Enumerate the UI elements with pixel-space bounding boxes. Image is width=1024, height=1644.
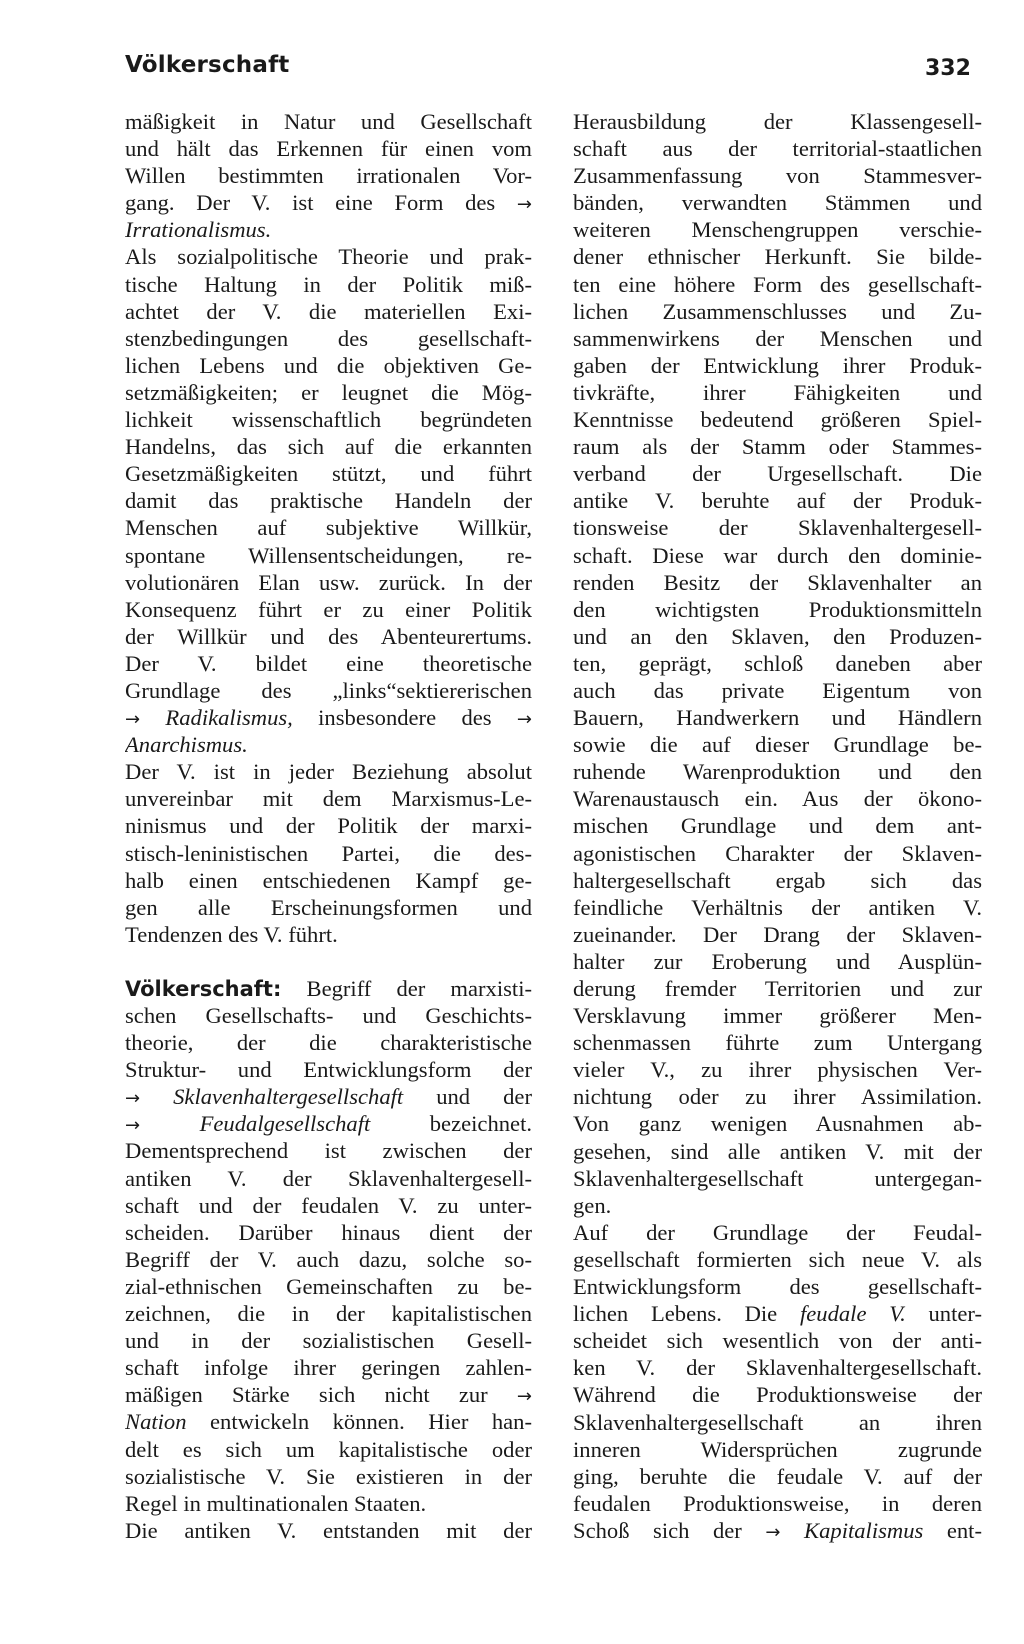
text-line xyxy=(573,1029,982,1056)
text-line xyxy=(125,785,532,812)
text-segment: Herausbildung der Klassengesell- xyxy=(573,109,982,134)
text-segment: delt es sich um kapitalistische oder xyxy=(125,1436,532,1462)
text-segment: haltergesellschaft ergab sich das xyxy=(573,867,982,893)
arrow-icon: → xyxy=(125,709,141,731)
text-segment: derung fremder Territorien und zur xyxy=(573,976,982,1001)
text-segment: Auf der Grundlage der Feudal- xyxy=(573,1219,982,1245)
text-line xyxy=(125,1165,532,1192)
text-line xyxy=(125,840,532,867)
text-line xyxy=(125,1083,532,1110)
text-segment: und der xyxy=(403,1084,532,1110)
text-line xyxy=(125,542,532,569)
text-segment: insbesondere des xyxy=(292,705,517,731)
text-segment: mäßigen Stärke sich nicht zur xyxy=(125,1382,517,1408)
text-segment: feudalen Produktionsweise, in deren xyxy=(573,1490,982,1516)
text-segment: zeichnen, die in der kapitalistischen xyxy=(125,1301,532,1327)
text-line xyxy=(573,189,982,216)
cross-reference: Feudalgesellschaft xyxy=(199,1111,371,1137)
running-head: Völkerschaft xyxy=(125,52,290,78)
arrow-icon: → xyxy=(125,1088,141,1110)
text-segment: Bauern, Handwerkern und Händlern xyxy=(573,705,982,731)
text-segment: Kenntnisse bedeutend größeren Spiel- xyxy=(573,407,982,433)
text-segment: gesehen, sind alle antiken V. mit der xyxy=(573,1138,982,1164)
text-segment: schenmassen führte zum Untergang xyxy=(573,1030,982,1056)
text-line xyxy=(125,677,532,704)
text-segment: Entwicklungsform des gesellschaft- xyxy=(573,1274,982,1300)
text-segment: bänden, verwandten Stämmen und xyxy=(573,190,982,216)
text-line xyxy=(125,433,532,460)
text-segment: lichkeit wissenschaftlich begründeten xyxy=(125,407,532,433)
text-segment: sowie die auf dieser Grundlage be- xyxy=(573,732,982,758)
text-line xyxy=(125,162,532,189)
text-segment: schaft infolge ihrer geringen zahlen- xyxy=(125,1355,532,1381)
text-line xyxy=(125,1273,532,1300)
text-line xyxy=(573,1246,982,1273)
text-line xyxy=(573,1354,982,1381)
text-line xyxy=(573,1083,982,1110)
text-line xyxy=(573,406,982,433)
text-line xyxy=(573,1138,982,1165)
text-segment: Handelns, das sich auf die erkannten xyxy=(125,434,532,460)
text-segment: Dementsprechend ist zwischen der xyxy=(125,1138,532,1164)
text-segment: schaft aus der territorial-staatlichen xyxy=(573,136,982,162)
text-segment: und an den Sklaven, den Produzen- xyxy=(573,623,982,649)
text-line xyxy=(125,1002,532,1029)
arrow-icon: → xyxy=(516,709,532,731)
text-line xyxy=(125,758,532,785)
text-line xyxy=(125,1408,532,1435)
text-line xyxy=(573,298,982,325)
text-segment: Sklavenhaltergesellschaft untergegan- xyxy=(573,1165,982,1191)
text-segment: feindliche Verhältnis der antiken V. xyxy=(573,894,982,920)
text-line xyxy=(573,812,982,839)
text-segment: setzmäßigkeiten; er leugnet die Mög- xyxy=(125,379,532,405)
text-line xyxy=(125,1354,532,1381)
arrow-icon: → xyxy=(516,194,532,216)
text-segment: Als sozialpolitische Theorie und prak- xyxy=(125,244,532,270)
text-line xyxy=(125,1463,532,1490)
text-segment: renden Besitz der Sklavenhalter an xyxy=(573,569,982,595)
text-segment: den wichtigsten Produktionsmitteln xyxy=(573,596,982,622)
text-line xyxy=(125,731,532,758)
text-line xyxy=(125,514,532,541)
text-line xyxy=(573,1273,982,1300)
text-segment: schen Gesellschafts- und Geschichts- xyxy=(125,1003,532,1028)
text-line xyxy=(125,1381,532,1408)
text-line xyxy=(125,894,532,921)
text-line xyxy=(573,921,982,948)
text-segment: lichen Zusammenschlusses und Zu- xyxy=(573,298,982,324)
text-line xyxy=(125,704,532,731)
text-segment: ninismus und der Politik der marxi- xyxy=(125,813,532,839)
cross-reference: feudale V. xyxy=(799,1301,906,1327)
text-line xyxy=(125,189,532,216)
text-segment: Der V. bildet eine theoretische xyxy=(125,650,532,676)
text-segment: mäßigkeit in Natur und Gesellschaft xyxy=(125,109,532,134)
text-line xyxy=(125,1110,532,1137)
text-line xyxy=(573,352,982,379)
text-line xyxy=(573,487,982,514)
text-segment: tionsweise der Sklavenhaltergesell- xyxy=(573,515,982,541)
arrow-icon: → xyxy=(765,1521,781,1543)
cross-reference: Sklavenhaltergesellschaft xyxy=(173,1084,404,1110)
text-segment: raum als der Stamm oder Stammes- xyxy=(573,434,982,460)
text-line xyxy=(573,1192,982,1219)
text-segment: zial-ethnischen Gemeinschaften zu be- xyxy=(125,1273,532,1299)
text-line xyxy=(125,1327,532,1354)
text-segment xyxy=(140,1111,200,1136)
text-segment: Willen bestimmten irrationalen Vor- xyxy=(125,163,532,189)
text-line xyxy=(125,325,532,352)
text-segment: ent- xyxy=(923,1517,982,1543)
text-segment: Begriff der marxisti- xyxy=(281,975,532,1001)
text-line xyxy=(125,271,532,298)
text-segment: und hält das Erkennen für einen vom xyxy=(125,136,532,162)
text-segment: Der V. ist in jeder Beziehung absolut xyxy=(125,759,532,785)
text-segment: inneren Widersprüchen zugrunde xyxy=(573,1436,982,1462)
text-line xyxy=(573,1463,982,1490)
text-segment: schaft und der feudalen V. zu unter- xyxy=(125,1192,532,1218)
text-line xyxy=(573,1300,982,1327)
text-segment: antiken V. der Sklavenhaltergesell- xyxy=(125,1165,532,1191)
text-segment: gaben der Entwicklung ihrer Produk- xyxy=(573,352,982,378)
text-line xyxy=(125,379,532,406)
text-line xyxy=(573,569,982,596)
text-line xyxy=(573,596,982,623)
text-line xyxy=(573,271,982,298)
right-column xyxy=(573,108,982,1544)
text-line xyxy=(573,135,982,162)
text-line xyxy=(125,1192,532,1219)
entry-headword: Völkerschaft: xyxy=(125,976,282,1001)
text-line xyxy=(573,894,982,921)
text-line xyxy=(125,569,532,596)
text-line xyxy=(125,1300,532,1327)
text-segment: Zusammenfassung von Stammesver- xyxy=(573,163,982,189)
arrow-icon: → xyxy=(125,1115,141,1137)
text-line xyxy=(125,1436,532,1463)
arrow-icon: → xyxy=(516,1386,532,1408)
text-segment: und in der sozialistischen Gesell- xyxy=(125,1328,532,1354)
text-segment: stisch-leninistischen Partei, die des- xyxy=(125,840,532,866)
text-line xyxy=(125,975,532,1002)
text-segment: halter zur Eroberung und Ausplün- xyxy=(573,948,982,974)
text-line xyxy=(573,677,982,704)
text-segment: mischen Grundlage und dem ant- xyxy=(573,813,982,839)
text-segment: lichen Lebens. Die xyxy=(573,1301,800,1327)
text-line xyxy=(573,1056,982,1083)
text-segment: weiteren Menschengruppen verschie- xyxy=(573,217,982,243)
text-line xyxy=(573,1490,982,1517)
text-segment: gen. xyxy=(573,1192,612,1218)
text-segment: Schoß sich der xyxy=(573,1517,766,1543)
text-line xyxy=(573,1002,982,1029)
text-line xyxy=(125,406,532,433)
text-segment: volutionären Elan usw. zurück. In der xyxy=(125,569,532,595)
text-line xyxy=(125,596,532,623)
text-segment: unvereinbar mit dem Marxismus-Le- xyxy=(125,786,532,812)
text-line xyxy=(573,948,982,975)
text-line xyxy=(125,1056,532,1083)
text-line xyxy=(125,487,532,514)
text-segment: tische Haltung in der Politik miß- xyxy=(125,271,532,297)
text-line xyxy=(573,1165,982,1192)
text-line xyxy=(125,921,532,948)
text-segment: Gesetzmäßigkeiten stützt, und führt xyxy=(125,461,532,487)
text-line xyxy=(573,704,982,731)
text-segment: Von ganz wenigen Ausnahmen ab- xyxy=(573,1111,982,1137)
text-segment: Konsequenz führt er zu einer Politik xyxy=(125,596,532,622)
text-line xyxy=(573,108,982,135)
text-line xyxy=(125,1029,532,1056)
text-line xyxy=(125,108,532,135)
text-segment: vieler V., zu ihrer physischen Ver- xyxy=(573,1057,982,1083)
text-line xyxy=(573,243,982,270)
text-segment: tivkräfte, ihrer Fähigkeiten und xyxy=(573,379,982,405)
text-line xyxy=(573,758,982,785)
text-segment: sammenwirkens der Menschen und xyxy=(573,325,982,351)
text-segment: ruhende Warenproduktion und den xyxy=(573,759,982,785)
text-segment: agonistischen Charakter der Sklaven- xyxy=(573,840,982,866)
left-column xyxy=(125,108,532,1544)
text-segment: ging, beruhte die feudale V. auf der xyxy=(573,1463,982,1489)
text-segment xyxy=(140,705,165,730)
text-segment: Grundlage des „links“sektiererischen xyxy=(125,677,532,703)
text-line xyxy=(125,623,532,650)
text-segment: scheiden. Darüber hinaus dient der xyxy=(125,1219,532,1245)
text-segment: Versklavung immer größerer Men- xyxy=(573,1003,982,1029)
text-line xyxy=(573,162,982,189)
text-segment: Tendenzen des V. führt. xyxy=(125,921,338,947)
text-segment xyxy=(140,1084,173,1109)
text-segment: achtet der V. die materiellen Exi- xyxy=(125,298,532,324)
page-number: 332 xyxy=(925,56,971,81)
text-line xyxy=(125,135,532,162)
text-segment: Die antiken V. entstanden mit der xyxy=(125,1517,532,1543)
text-line xyxy=(125,867,532,894)
text-segment: spontane Willensentscheidungen, re- xyxy=(125,542,532,568)
text-segment: unter- xyxy=(905,1301,982,1327)
text-line xyxy=(573,1409,982,1436)
text-segment: ten, geprägt, schloß daneben aber xyxy=(573,650,982,676)
text-segment: zueinander. Der Drang der Sklaven- xyxy=(573,921,982,947)
text-segment: Während die Produktionsweise der xyxy=(573,1382,982,1408)
text-segment: sozialistische V. Sie existieren in der xyxy=(125,1463,532,1489)
text-segment: bezeichnet. xyxy=(370,1111,532,1137)
text-segment: nichtung oder zu ihrer Assimilation. xyxy=(573,1084,982,1110)
text-line xyxy=(573,379,982,406)
text-line xyxy=(573,1110,982,1137)
text-segment: stenzbedingungen des gesellschaft- xyxy=(125,325,532,351)
text-segment xyxy=(780,1518,804,1543)
text-line xyxy=(125,650,532,677)
text-segment: scheidet sich wesentlich von der anti- xyxy=(573,1328,982,1354)
cross-reference: Irrationalismus. xyxy=(125,217,272,243)
text-line xyxy=(573,975,982,1002)
paragraph-gap xyxy=(125,948,532,975)
text-segment: entwickeln können. Hier han- xyxy=(186,1409,532,1435)
text-segment: gang. Der V. ist eine Form des xyxy=(125,190,517,216)
text-segment: Sklavenhaltergesellschaft an ihren xyxy=(573,1409,982,1435)
text-line xyxy=(125,812,532,839)
text-line xyxy=(125,1219,532,1246)
text-line xyxy=(573,1219,982,1246)
text-segment: Begriff der V. auch dazu, solche so- xyxy=(125,1246,532,1272)
text-segment: der Willkür und des Abenteurertums. xyxy=(125,623,532,649)
text-line xyxy=(125,1490,532,1517)
text-line xyxy=(125,298,532,325)
text-segment: Menschen auf subjektive Willkür, xyxy=(125,515,532,541)
text-line xyxy=(573,1381,982,1408)
text-segment: gen alle Erscheinungsformen und xyxy=(125,894,532,920)
cross-reference: Nation xyxy=(125,1409,187,1435)
text-line xyxy=(125,1137,532,1164)
text-segment: dener ethnischer Herkunft. Sie bilde- xyxy=(573,244,982,270)
text-line xyxy=(125,460,532,487)
text-line xyxy=(573,542,982,569)
text-segment: auch das private Eigentum von xyxy=(573,677,982,703)
text-line xyxy=(573,216,982,243)
text-line xyxy=(573,867,982,894)
text-line xyxy=(125,243,532,270)
text-line xyxy=(125,1517,532,1544)
text-segment: Regel in multinationalen Staaten. xyxy=(125,1490,427,1516)
text-segment: Warenaustausch ein. Aus der ökono- xyxy=(573,786,982,812)
text-line xyxy=(125,352,532,379)
text-segment: ten eine höhere Form des gesellschaft- xyxy=(573,271,982,297)
text-segment: Struktur- und Entwicklungsform der xyxy=(125,1057,532,1083)
text-line xyxy=(573,325,982,352)
cross-reference: Kapitalismus xyxy=(804,1517,924,1543)
text-line xyxy=(573,1436,982,1463)
cross-reference: Anarchismus. xyxy=(125,732,248,758)
text-line xyxy=(573,1517,982,1544)
text-line xyxy=(573,514,982,541)
text-segment: theorie, der die charakteristische xyxy=(125,1030,532,1056)
text-line xyxy=(573,650,982,677)
text-segment: schaft. Diese war durch den dominie- xyxy=(573,542,982,568)
text-segment: halb einen entschiedenen Kampf ge- xyxy=(125,867,532,893)
text-segment: ken V. der Sklavenhaltergesellschaft. xyxy=(573,1355,982,1381)
text-line xyxy=(573,731,982,758)
cross-reference: Radikalismus, xyxy=(165,705,293,731)
text-line xyxy=(573,785,982,812)
text-line xyxy=(573,1327,982,1354)
text-line xyxy=(573,623,982,650)
text-segment: lichen Lebens und die objektiven Ge- xyxy=(125,352,532,378)
text-line xyxy=(125,1246,532,1273)
text-segment: antike V. beruhte auf der Produk- xyxy=(573,488,982,514)
text-segment: damit das praktische Handeln der xyxy=(125,488,532,514)
text-line xyxy=(125,216,532,243)
text-line xyxy=(573,433,982,460)
text-segment: gesellschaft formierten sich neue V. als xyxy=(573,1246,982,1272)
text-line xyxy=(573,840,982,867)
text-segment: verband der Urgesellschaft. Die xyxy=(573,461,982,487)
text-line xyxy=(573,460,982,487)
